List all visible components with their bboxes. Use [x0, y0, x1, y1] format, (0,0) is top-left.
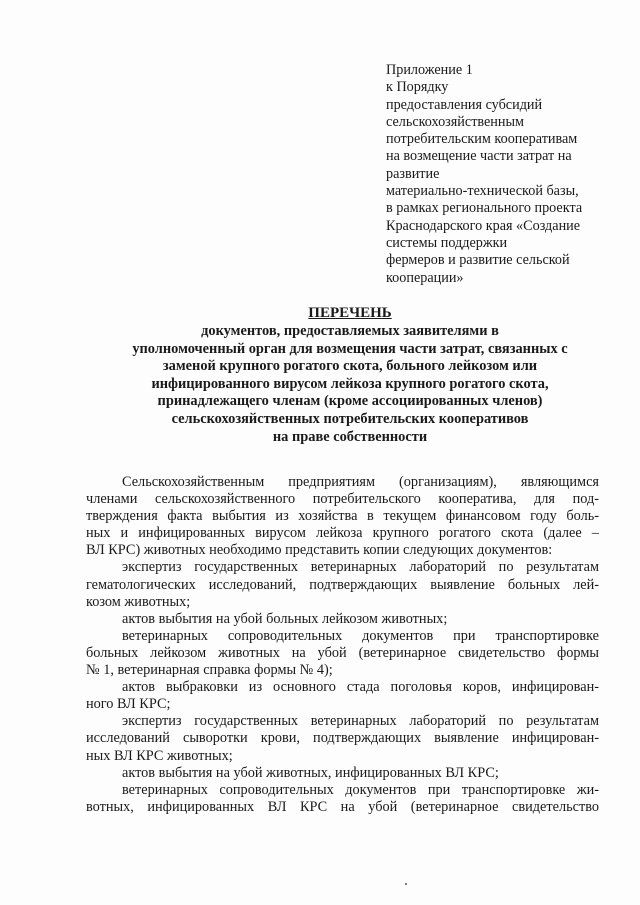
title-line: документов, предоставляемых заявителями в	[201, 323, 499, 339]
body-line: Сельскохозяйственным предприятиям (организациям), являющимся	[122, 474, 599, 490]
title-line: на праве собственности	[272, 428, 428, 445]
appendix-line: Краснодарского края «Создание	[386, 217, 581, 234]
appendix-line: фермеров и развитие сельской	[386, 252, 570, 269]
body-line: ного ВЛ КРС;	[86, 696, 171, 713]
body-line: экспертиз государственных ветеринарных лабораторий по результатам	[122, 559, 599, 576]
title-line: сельскохозяйственных потребительских кооперативов	[171, 410, 529, 427]
body-line: актов выбраковки из основного стада поголовья коров, инфицирован-	[122, 679, 599, 696]
scan-speck	[405, 883, 407, 885]
appendix-line: кооперации»	[386, 269, 464, 286]
body-line: актов выбытия на убой животных, инфицированных ВЛ КРС;	[122, 764, 499, 781]
title-line: уполномоченный орган для возмещения части затрат, связанных с	[132, 340, 568, 357]
appendix-line: Приложение 1	[386, 62, 473, 78]
appendix-line: к Порядку	[386, 79, 449, 96]
appendix-header	[386, 62, 608, 287]
body-line: вотных, инфицированных ВЛ КРС на убой (ветеринарное свидетельство	[86, 798, 599, 815]
body-line: исследований сыворотки крови, подтверждающих выявление инфицирован-	[86, 730, 599, 747]
body-line: козом животных;	[86, 593, 191, 610]
title-line: принадлежащего членам (кроме ассоциированных членов)	[157, 393, 543, 410]
appendix-line: предоставления субсидий	[386, 96, 543, 113]
appendix-line: на возмещение части затрат на	[386, 148, 572, 165]
body-line: экспертиз государственных ветеринарных лабораторий по результатам	[122, 713, 599, 730]
body-line: ветеринарных сопроводительных документов при транспортировке жи-	[122, 781, 599, 798]
title-heading: ПЕРЕЧЕНЬ	[308, 305, 392, 321]
body-line: № 1, ветеринарная справка формы № 4);	[86, 662, 333, 679]
appendix-line: сельскохозяйственным	[386, 113, 525, 130]
title-line: инфицированного вирусом лейкоза крупного рогатого скота,	[151, 375, 549, 392]
appendix-line: системы поддержки	[386, 234, 508, 251]
document-body	[86, 474, 599, 816]
body-line: членами сельскохозяйственного потребительского кооператива, для под-	[86, 491, 599, 508]
body-line: ВЛ КРС) животных необходимо представить копии следующих документов:	[86, 542, 553, 559]
body-line: тверждения факта выбытия из хозяйства в текущем финансовом году боль-	[86, 508, 599, 525]
appendix-line: развитие	[386, 165, 440, 182]
appendix-line: в рамках регионального проекта	[386, 200, 583, 217]
appendix-line: потребительским кооперативам	[386, 131, 578, 148]
document-title	[60, 304, 640, 446]
appendix-line: материально-технической базы,	[386, 183, 579, 200]
body-line: больных лейкозом животных на убой (ветеринарное свидетельство формы	[86, 644, 599, 661]
body-line: актов выбытия на убой больных лейкозом животных;	[122, 610, 448, 627]
body-line: гематологических исследований, подтверждающих выявление больных лей-	[86, 576, 599, 593]
title-line: заменой крупного рогатого скота, больного лейкозом или	[162, 358, 538, 375]
body-line: ных и инфицированных вирусом лейкоза крупного рогатого скота (далее –	[86, 525, 599, 542]
body-line: ных ВЛ КРС животных;	[86, 747, 233, 764]
body-line: ветеринарных сопроводительных документов при транспортировке	[122, 627, 599, 644]
